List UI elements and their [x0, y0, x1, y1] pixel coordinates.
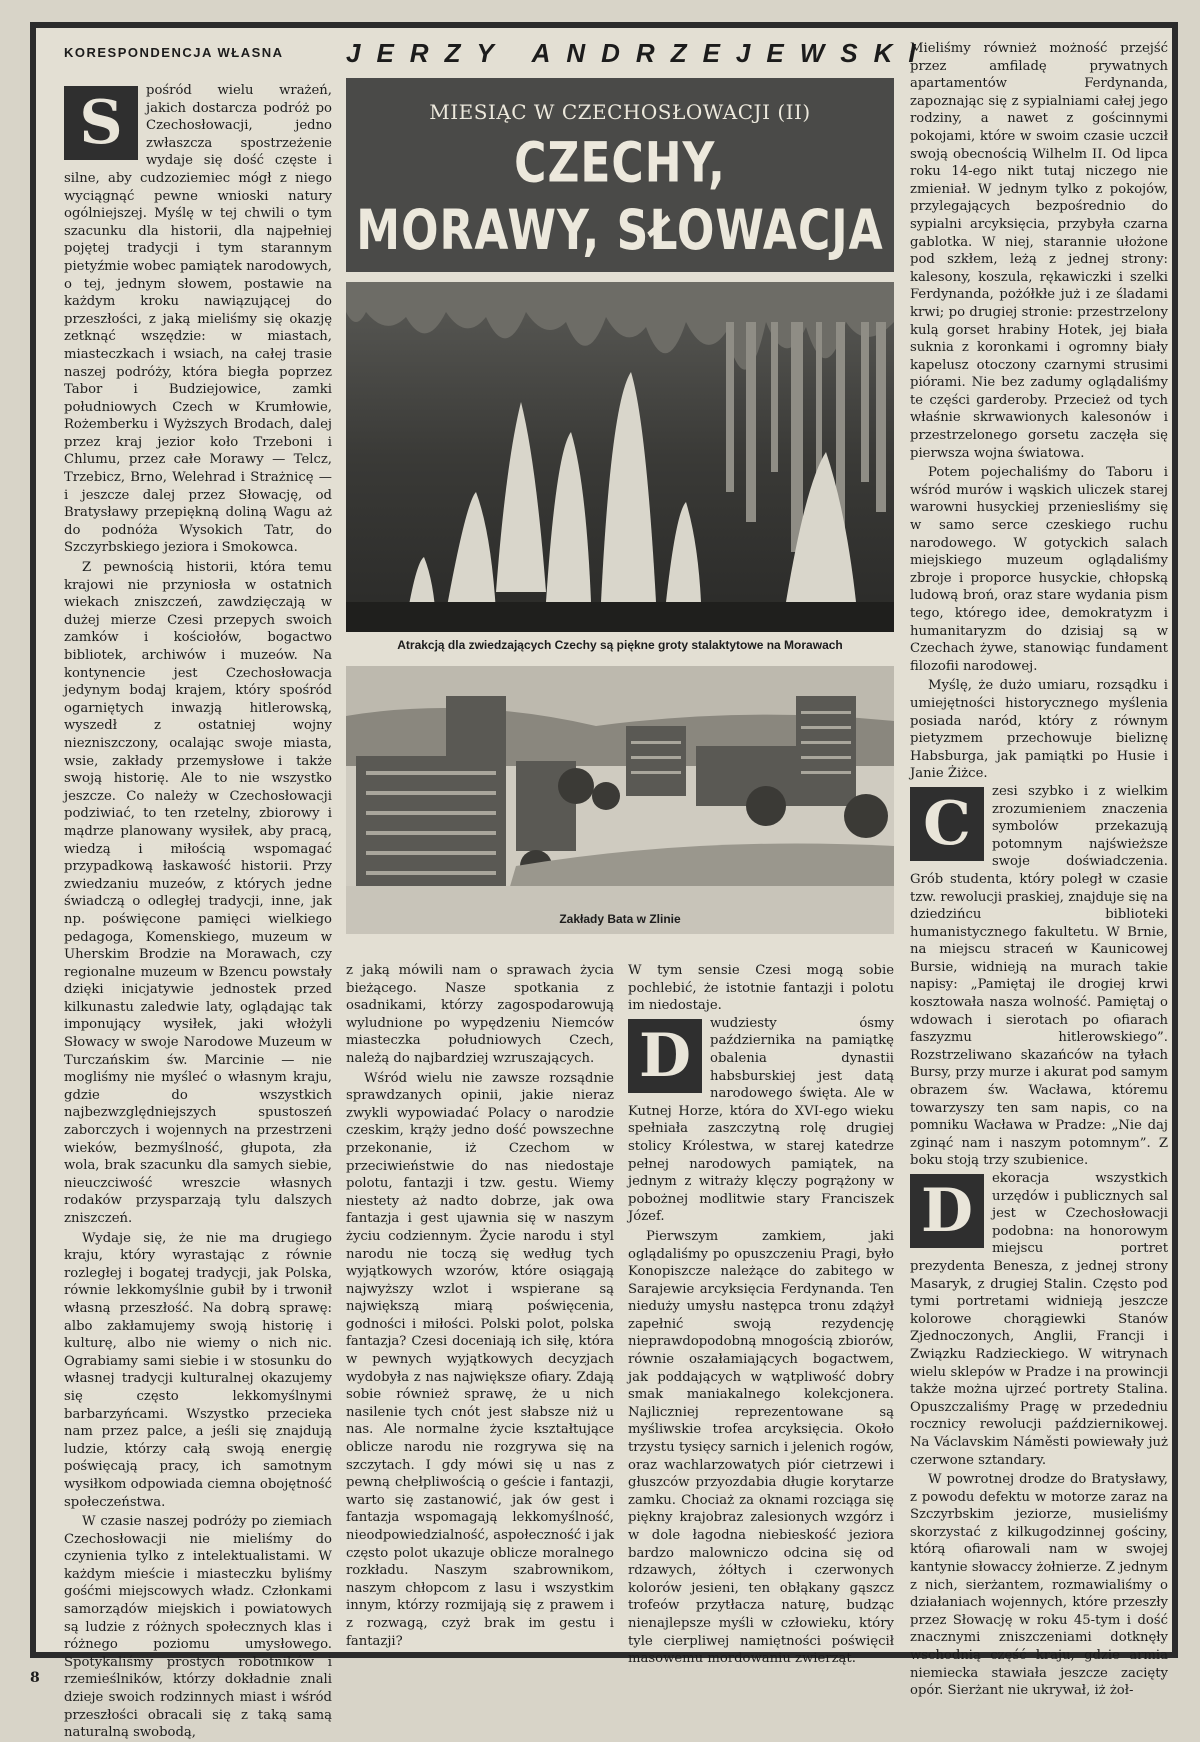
paragraph: z jaką mówili nam o sprawach życia bieżącego. Nasze spotkania z osadnikami, którzy zagospodarowują wyludnione po wypędzeniu Niemców miasteczka południowych Czech, należą do najbardziej wzruszających. [346, 963, 614, 1066]
article-column-1 [64, 82, 332, 1741]
paragraph: W tym sensie Czesi mogą sobie pochlebić, że istotnie fantazji i polotu im niedostaje. [628, 963, 894, 1014]
dropcap-d-2: D [910, 1174, 984, 1248]
paragraph: Wydaje się, że nie ma drugiego kraju, który wyrastając z równie rozległej i bogatej tradycji, jak Polska, równie lekkomyślnie gubił by i trwonił własną przeszłość. Na dobrą sprawę: albo zakłamujemy swoją historię i kulturę, albo nie wiemy o nich nic. Ograbiamy sami siebie i w stosunku do własnej tradycji kulturalnej okazujemy się często lekkomyślnymi barbarzyńcami. Wszystko przecieka nam przez palce, a jeśli się znajdują ludzie, którzy całą swoją energię poświęcają pracy, ich samotnym wysiłkom odpowiada ciemna obojętność społeczeństwa. [64, 1230, 332, 1510]
paragraph: Wśród wielu nie zawsze rozsądnie sprawdzanych opinii, jakie nieraz zwykli wypowiadać Polacy o narodzie czeskim, krąży jedno dość powszechne przekonanie, iż Czechom w przeciwieństwie do nas niedostaje polotu, fantazji i tzw. gestu. Wiemy niestety aż nadto dobrze, jak owa fantazja i gest ujawnia się w naszym życiu codziennym. Życie narodu i styl narodu nie toczą się według tych wyjątkowych wzorów, które osiągają najwyższy wzlot i wspierane są największą miarą poświęcenia, godności i miłości. Polski polot, polska fantazja? Czesi doceniają ich siłę, która w pewnych wyjątkowych decyzjach wydobyła z nas największe ofiary. Zdają sobie również sprawę, że u nich nasilenie tych cnót jest słabsze niż u nas. Ale normalne życie kształtujące oblicze narodu nie rozgrywa się na szczytach. I gdy mówi się u nas z pewną chełpliwością o geście i fantazji, warto się zastanowić, jak ów gest i fantazja wspomagają lekkomyślność, nieodpowiedzialność, aspołeczność i jak często polot ukazuje oblicze moralnego rozkładu. Naszym szabrownikom, naszym chłopcom z lasu i wszystkim innym, którzy rozmijają się z prawem i z rozwagą, czyż brak im gestu i fantazji? [346, 1070, 614, 1649]
paragraph: ekoracja wszystkich urzędów i publicznych sal jest w Czechosłowacji podobna: na honorowym miejscu portret prezydenta Benesza, z jednej strony Masaryk, z drugiej Stalin. Często pod tymi portretami widnieją jeszcze kolorowe chorągiewki Stanów Zjednoczonych, Anglii, Francji i Związku Radzieckiego. W witrynach wielu sklepów w Pradze i na prowincji także można ujrzeć portrety Stalina. Opuszczaliśmy Pragę w przededniu rocznicy rewolucji październikowej. Na Václavskim Náměsti powiewały już czerwone sztandary. [910, 1171, 1168, 1468]
author-name: JERZY ANDRZEJEWSKI [346, 38, 932, 68]
rubric-label: KORESPONDENCJA WŁASNA [64, 45, 284, 60]
title-line-1: CZECHY, [514, 131, 726, 195]
caption-zlin: Zakłady Bata w Zlinie [559, 912, 681, 926]
paragraph: W czasie naszej podróży po ziemiach Czechosłowacji nie mieliśmy do czynienia tylko z intelektualistami. W każdym mieście i miasteczku byliśmy gośćmi miejscowych władz. Członkami samorządów miejskich i powiatowych są ludzie z różnych społecznych klas i różnego poziomu umysłowego. Spotykaliśmy prostych robotników i rzemieślników, którzy dokładnie znali dzieje swoich rodzinnych miast i wśród przeszłości obracali się z taką samą naturalną swobodą, [64, 1514, 332, 1741]
caption-caves: Atrakcją dla zwiedzających Czechy są piękne groty stalaktytowe na Morawach [397, 638, 843, 652]
caves-image [346, 282, 894, 632]
paragraph: Z pewnością historii, która temu krajowi nie przyniosła w ostatnich wiekach zniszczeń, zawdzięczają w dużej mierze Czesi przepych swoich zamków i kościołów, bogactwo bibliotek, archiwów i muzeów. Na kontynencie jest Czechosłowacja jedynym bodaj krajem, który spośród ogarniętych inwazją hitlerowską, wyszedł z ostatniej wojny niezniszczony, ocalając swoje miasta, wsie, zakłady przemysłowe i także swoją historię. Ale to nie wszystko jeszcze. Co należy w Czechosłowacji podziwiać, to ten rzetelny, zbiorowy i mądrze planowany wysiłek, aby pracą, wiedzą i miłością wspomagać przypadkową łaskawość historii. Przy zwiedzaniu muzeów, z których jedne świadczą o odległej tradycji, inne, jak np. poświęcone pamięci wielkiego pedagoga, Komenskiego, muzeum w Uherskim Brodzie na Morawach, czy regionalne muzeum w Bzencu powstały dzięki inicjatywie jednostek przed kilkunastu zaledwie laty, oglądając tak imponujący wysiłek, jaki włożyli Słowacy w swoje Narodowe Muzeum w Turczańskim św. Marcinie — nie mogliśmy nie myśleć o własnym kraju, gdzie do wszystkich najbezwzględniejszych spustoszeń zaborczych i wojennych na przestrzeni wieków, bezmyślność, głupota, zła wola, brak szacunku dla samych siebie, nieuczciwość wreszcie własnych rodaków przysparzają tylu dalszych zniszczeń. [64, 560, 332, 1226]
paragraph: wudziesty ósmy października na pamiątkę obalenia dynastii habsburskiej jest datą narodowego święta. Ale w Kutnej Horze, która do XVI-ego wieku spełniała zaszczytną rolę drugiej stolicy Królestwa, w starej katedrze pełnej narodowych pamiątek, na jednym z witraży klęczy pogrążony w pobożnej modlitwie stary Franciszek Józef. [628, 1015, 894, 1225]
paragraph: Pierwszym zamkiem, jaki oglądaliśmy po opuszczeniu Pragi, było Konopiszcze należące do zabitego w Sarajewie arcyksięcia Ferdynanda. Ten nieduży umysłu następca tronu zdążył zapełnić swoją rezydencję nieprawdopodobną mnogością zbiorów, równie oszałamiających bogactwem, jak poddających w wątpliwość dobry smak maniakalnego kolekcjonera. Najliczniej reprezentowane są myśliwskie trofea arcyksięcia. Około trzystu tysięcy sarnich i jelenich rogów, oraz wachlarzowatych piór cietrzewi i głuszców przyozdabia długie korytarze zamku. Chociaż za oknami rozciąga się piękny krajobraz zalesionych wzgórz i w dole łagodna niebieskość jeziora bardzo malowniczo odcina się od rdzawych, żółtych i czerwonych kolorów jesieni, ten obłąkany gąszcz trofeów przytłacza naturę, budząc nienajlepsze myśli w człowieku, który tyle cierpliwej namiętności poświęcił masowemu mordowaniu zwierząt. [628, 1228, 894, 1667]
paragraph: zesi szybko i z wielkim zrozumieniem znaczenia symbolów przekazują potomnym najświeższe swoje doświadczenia. Grób studenta, który poległ w czasie tzw. rewolucji praskiej, znajduje się na dziedzińcu biblioteki humanistycznego fakultetu. W Brnie, na miejscu straceń w Kaunicowej Bursie, widnieją na murach takie napisy: „Pamiętaj ile drogiej krwi kosztowała nasza wolność. Pamiętaj o wdowach i sierotach po ofiarach faszyzmu hitlerowskiego”. Rozstrzeliwano skazańców na tyłach Bursy, przy murze i akurat pod samym obrazem św. Wacława, któremu towarzyszy ten sam napis, co na pomniku Wacława w Pradze: „Nie daj zginąć nam i naszym potomnym”. Z boku stoją trzy szubienice. [910, 783, 1168, 1169]
title-headline [346, 130, 894, 265]
zlin-image [346, 666, 894, 934]
paragraph: pośród wielu wrażeń, jakich dostarcza podróż po Czechosłowacji, jedno zwłaszcza spostrzeżenie wydaje się dość częste i silne, aby cudzoziemiec mógł z niego wyciągnąć pewne wnioski natury ogólniejszej. Myślę w tej chwili o tym szacunku dla historii, dla najpełniej pojętej tradycji i tym starannym pietyźmie wobec pamiątek narodowych, o tej, jednym słowem, postawie na każdym kroku nawiązującej do przeszłości, z jaką mieliśmy się okazję zetknąć wszędzie: w miastach, miasteczkach i wsiach, na całej trasie naszej podróży, która biegła poprzez Tabor i Budziejowice, zamki południowych Czech w Krumłowie, Rożemberku i Wyższych Brodach, dalej przez kraj jezior koło Trzeboni i Chlumu, przez całe Morawy — Telcz, Trzebicz, Brno, Welehrad i Strażnicę — i jeszcze dalej przez Słowację, od Bratysławy przepiękną doliną Wagu aż do podnóża Wysokich Tatr, do Szczyrbskiego jeziora i Smokowca. [64, 83, 332, 556]
photo-bata-zlin [346, 666, 894, 934]
dropcap-s: S [64, 86, 138, 160]
article-column-3 [628, 962, 894, 1667]
title-box [346, 78, 894, 272]
article-column-2 [346, 962, 614, 1649]
photo-stalactite-caves [346, 282, 894, 632]
article-column-4 [910, 40, 1168, 1699]
paragraph: Mieliśmy również możność przejść przez amfiladę prywatnych apartamentów Ferdynanda, zapoznając się z sypialniami całej jego rodziny, a nawet z gościnnymi pokojami, które w swoim czasie uczcił swoją obecnością Wilhelm II. Od lipca roku 14-ego nikt tutaj niczego nie zmieniał. W jednym tylko z pokojów, przylegających bezpośrednio do sypialni arcyksięcia, przybyła czarna gablotka. W niej, starannie ułożone pod szkłem, leżą z jednej strony: kalesony, koszula, rękawiczki i szelki Ferdynanda, pożółkłe już i ze śladami krwi; po drugiej stronie: przestrzelony kulą gorset hrabiny Hotek, jej biała suknia z koronkami i ogromny biały kapelusz otoczony czarnymi strusimi piórami. Nie bez zadumy oglądaliśmy te części garderoby. Przecież od tych właśnie skrwawionych kalesonów i przestrzelonego gorsetu zaczęła się pierwsza wojna światowa. [910, 41, 1168, 461]
paragraph: Potem pojechaliśmy do Taboru i wśród murów i wąskich uliczek starej warowni husyckiej przeniesliśmy się w samo serce czeskiego ruchu narodowego. W gotyckich salach miejskiego muzeum oglądaliśmy zbroje i proporce husyckie, chłopską ludową broń, oraz stare wydania pism tego, którego idee, demokratyzm i humanitaryzm do dzisiaj są w Czechach żywe, stanowiąc fundament filozofii narodowej. [910, 465, 1168, 674]
page-number: 8 [30, 1670, 40, 1686]
title-kicker: MIESIĄC W CZECHOSŁOWACJI (II) [429, 100, 811, 124]
dropcap-c: C [910, 787, 984, 861]
paragraph: W powrotnej drodze do Bratysławy, z powodu defektu w motorze zaraz na Szczyrbskim jeziorze, musieliśmy skorzystać z kilkugodzinnej gościny, którą ofiarowali nam w swojej kantynie słowaccy żołnierze. Z jednym z nich, sierżantem, rozmawialiśmy o działaniach wojennych, które przeszły przez Słowację w roku 45-tym i dość znacznymi zniszczeniami dotknęły wschodnią część kraju, gdzie armia niemiecka stawiała jeszcze zacięty opór. Sierżant nie ukrywał, iż żoł- [910, 1472, 1168, 1699]
paragraph: Myślę, że dużo umiaru, rozsądku i umiejętności historycznego myślenia posiada naród, który z równym pietyzmem przechowuje bieliznę Habsburga, jak pamiątki po Husie i Janie Żiżce. [910, 678, 1168, 782]
title-line-2: MORAWY, SŁOWACJA [356, 198, 884, 263]
dropcap-d: D [628, 1019, 702, 1093]
